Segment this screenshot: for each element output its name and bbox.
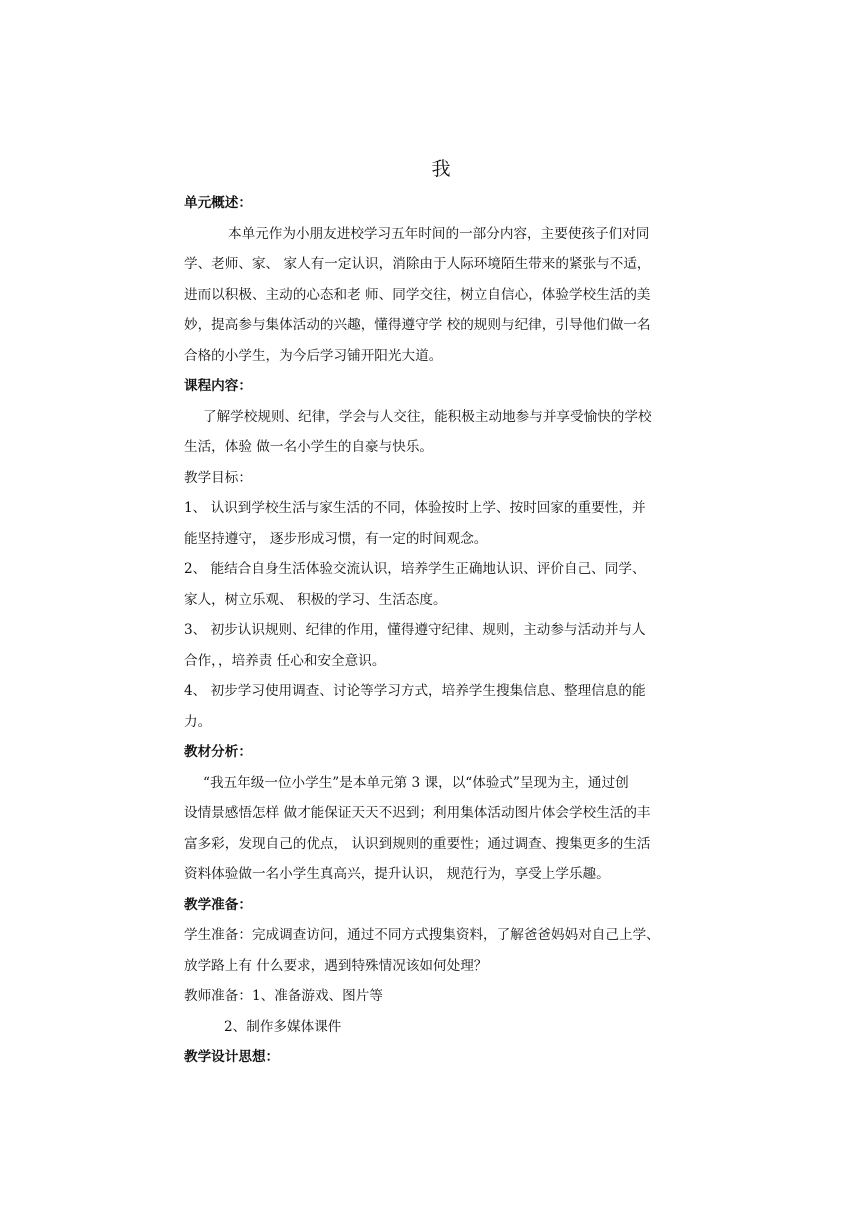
text-line: 教学目标： — [184, 469, 252, 486]
text-line: 本单元作为小朋友进校学习五年时间的一部分内容，主要使孩子们对同 — [228, 225, 650, 242]
text-line: 了解学校规则、纪律，学会与人交往，能积极主动地参与并享受愉快的学校 — [203, 408, 652, 425]
document-title: 我 — [431, 158, 451, 180]
text-line: 学生准备：完成调查访问，通过不同方式搜集资料，了解爸爸妈妈对自己上学、 — [184, 927, 660, 943]
text-line: 教师准备：1、准备游戏、图片等 — [184, 988, 383, 1004]
text-line: 合格的小学生，为今后学习铺开阳光大道。 — [184, 347, 443, 364]
text-line: 4、 初步学习使用调查、讨论等学习方式，培养学生搜集信息、整理信息的能 — [184, 683, 646, 699]
text-line: 妙，提高参与集体活动的兴趣，懂得遵守学 校的规则与纪律，引导他们做一名 — [184, 317, 651, 333]
text-line: 3、 初步认识规则、纪律的作用，懂得遵守纪律、规则，主动参与活动并与人 — [184, 622, 646, 638]
document-body — [184, 188, 694, 1073]
text-line: 放学路上有 什么要求，遇到特殊情况该如何处理？ — [184, 957, 488, 974]
text-line: 2、 能结合自身生活体验交流认识，培养学生正确地认识、评价自己、同学、 — [184, 561, 646, 577]
text-line: 设情景感悟怎样 做才能保证天天不迟到；利用集体活动图片体会学校生活的丰 — [184, 805, 651, 821]
text-line: 资料体验做一名小学生真高兴，提升认识， 规范行为，享受上学乐趣。 — [184, 866, 610, 882]
text-line: 进而以积极、主动的心态和老 师、同学交往，树立自信心，体验学校生活的美 — [184, 286, 651, 303]
section-heading: 教学设计思想： — [184, 1049, 280, 1065]
text-line: 学、老师、家、 家人有一定认识，消除由于人际环境陌生带来的紧张与不适， — [184, 256, 651, 272]
text-line: 1、 认识到学校生活与家生活的不同，体验按时上学、按时回家的重要性，并 — [184, 500, 646, 516]
section-heading: 教学准备： — [184, 896, 252, 913]
text-line: 2、制作多媒体课件 — [224, 1018, 342, 1035]
text-line: 力。 — [184, 713, 212, 730]
document-page — [184, 152, 694, 1073]
text-line: 能坚持遵守， 逐步形成习惯，有一定的时间观念。 — [184, 530, 488, 547]
text-line: 家人，树立乐观、 积极的学习、生活态度。 — [184, 591, 447, 608]
text-line: 生活，体验 做一名小学生的自豪与快乐。 — [184, 439, 434, 455]
section-heading: 单元概述： — [184, 195, 252, 211]
text-line: “我五年级一位小学生”是本单元第 3 课，以“体验式”呈现为主，通过创 — [203, 774, 629, 791]
section-heading: 教材分析： — [184, 744, 252, 760]
section-heading: 课程内容： — [184, 378, 252, 394]
text-line: 合作，，培养责 任心和安全意识。 — [184, 652, 386, 669]
text-line: 富多彩，发现自己的优点， 认识到规则的重要性；通过调查、搜集更多的生活 — [184, 835, 651, 852]
